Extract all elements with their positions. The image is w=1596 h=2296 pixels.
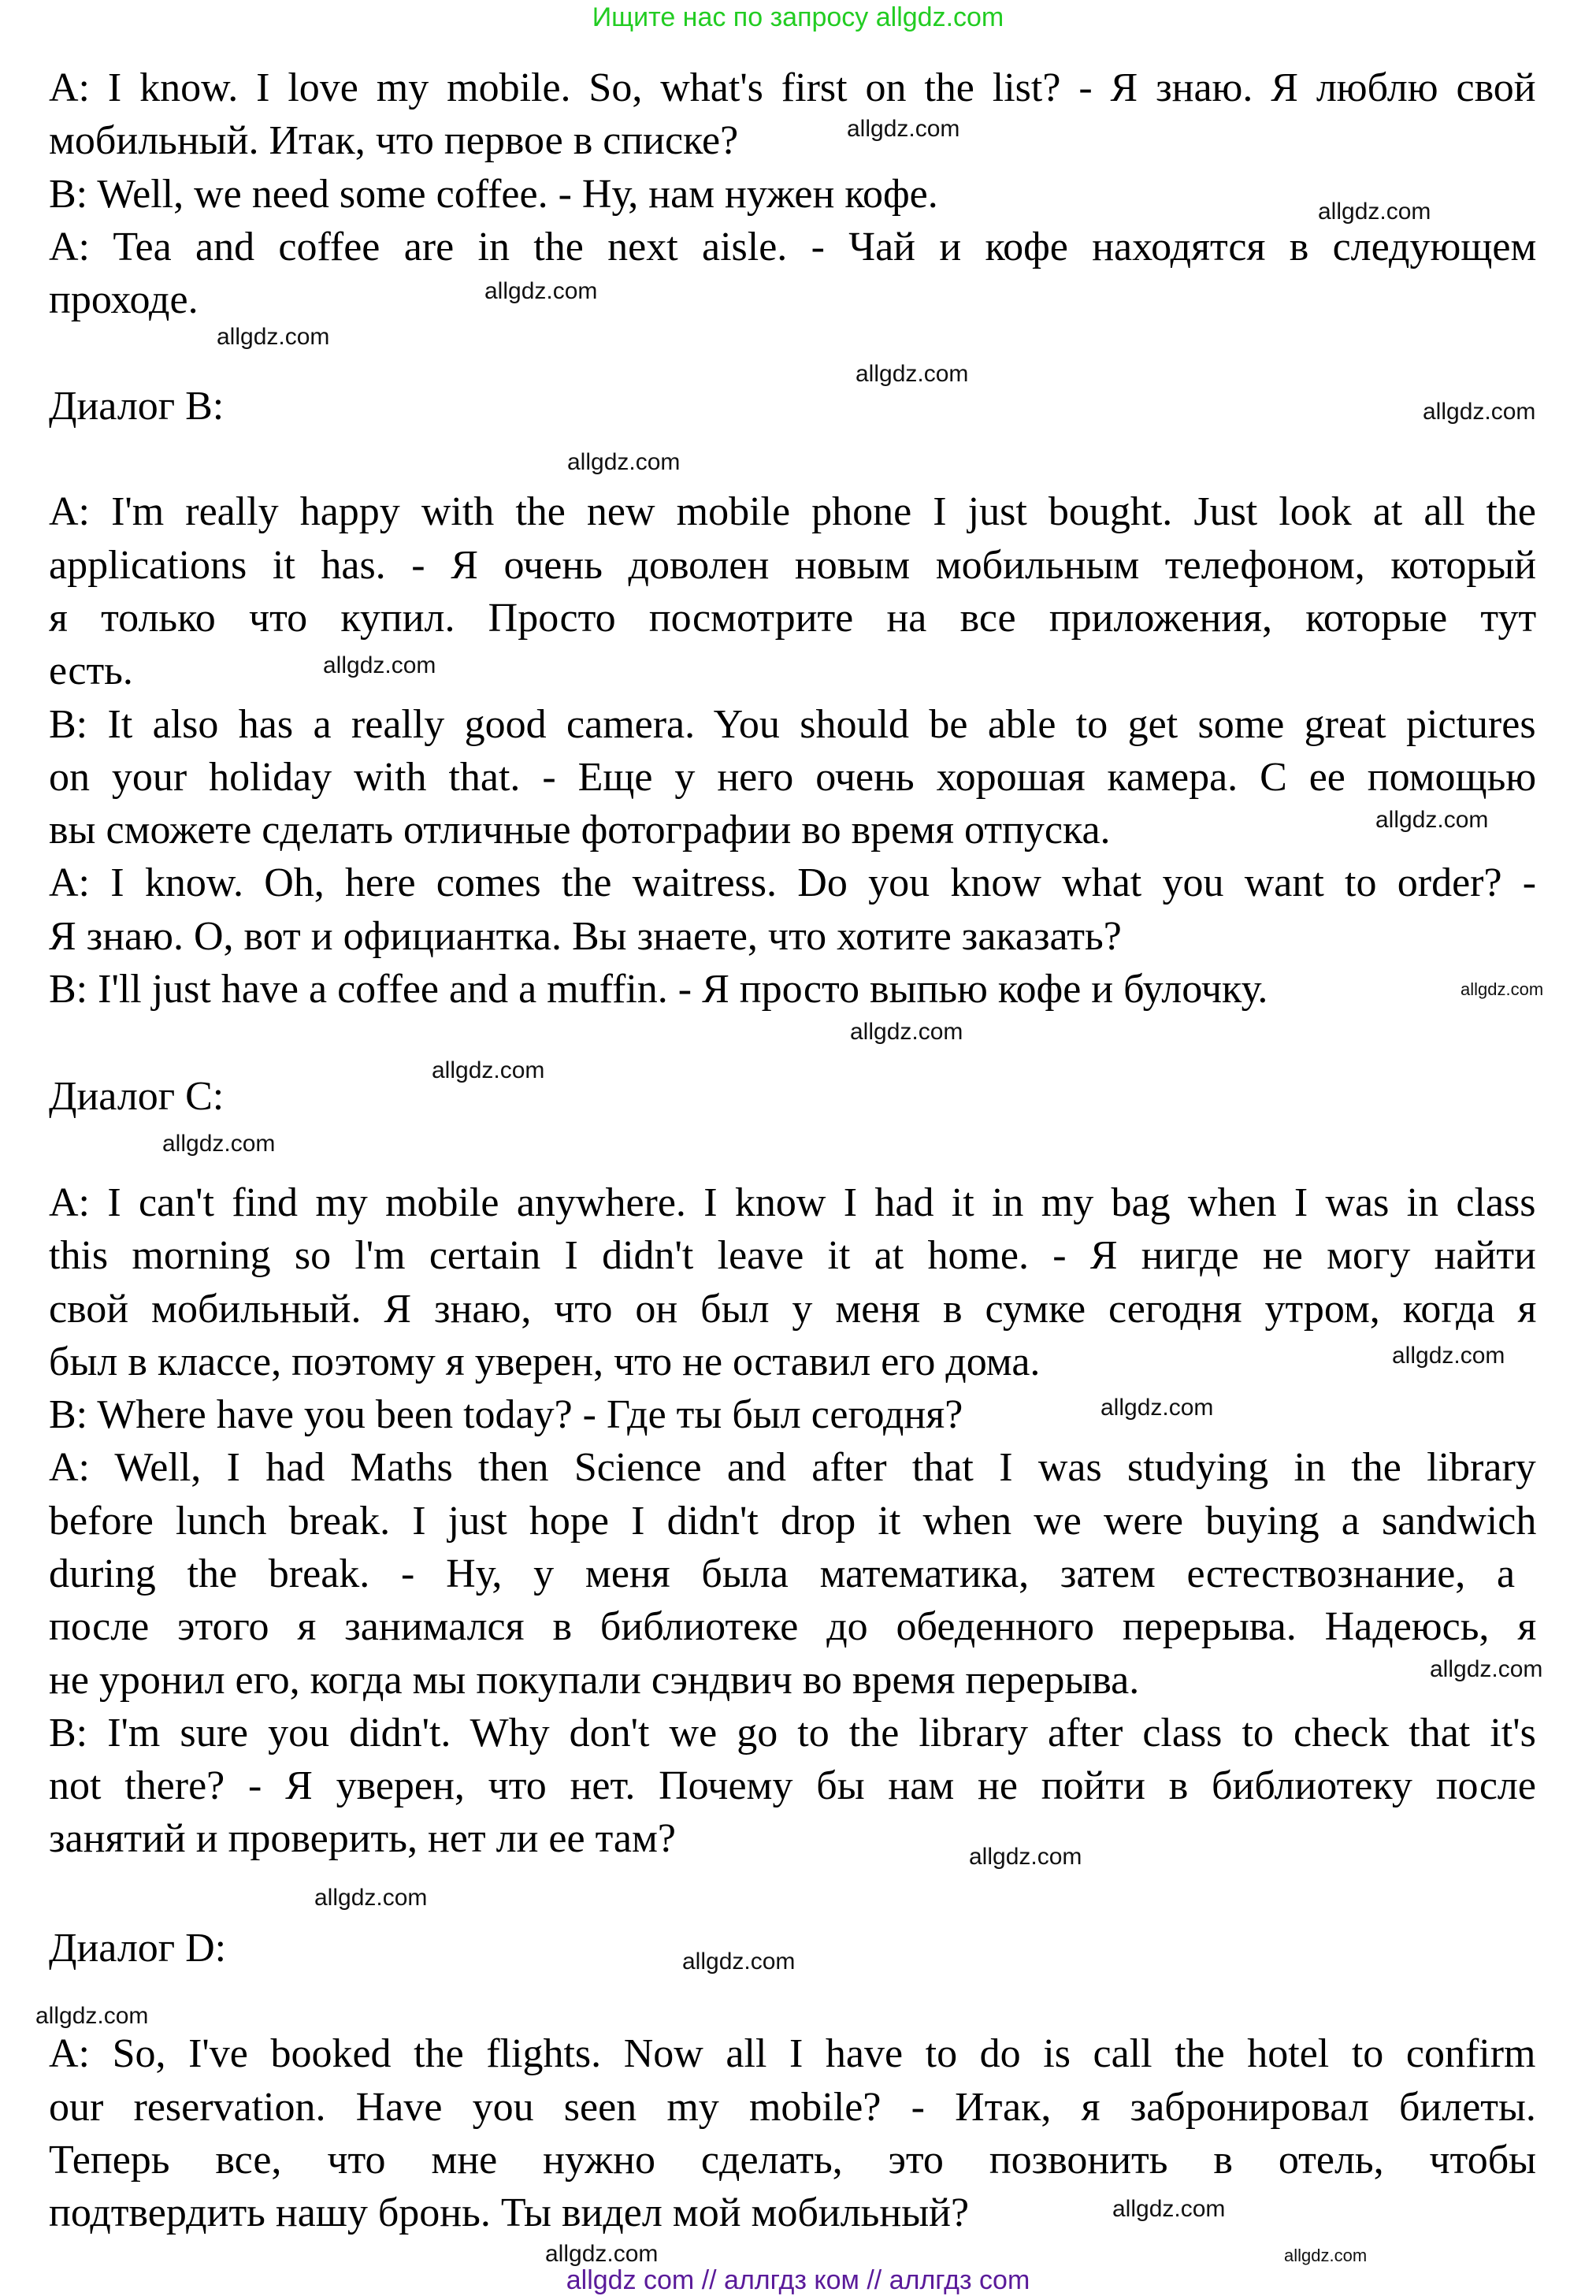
- text-line: B: Where have you been today? - Где ты был сегодня?: [49, 1392, 963, 1437]
- watermark: allgdz.com: [1318, 199, 1431, 225]
- dialog-heading: Диалог C:: [49, 1074, 225, 1119]
- watermark: allgdz.com: [162, 1131, 276, 1157]
- watermark: allgdz.com: [432, 1057, 545, 1083]
- watermark: allgdz.com: [314, 1885, 428, 1911]
- watermark: allgdz.com: [850, 1019, 963, 1045]
- text-line: Теперь все, что мне нужно сделать, это позвонить в отель, чтобы: [49, 2138, 1537, 2183]
- text-line: я только что купил. Просто посмотрите на все приложения, которые тут: [49, 596, 1537, 641]
- watermark: allgdz.com: [545, 2241, 659, 2267]
- watermark: allgdz.com: [847, 116, 960, 142]
- text-line: после этого я занимался в библиотеке до обеденного перерыва. Надеюсь, я: [49, 1604, 1537, 1649]
- text-line: this morning so l'm certain I didn't leave it at home. - Я нигде не могу найти: [49, 1233, 1536, 1278]
- watermark: allgdz.com: [1112, 2196, 1226, 2222]
- text-line: B: Well, we need some coffee. - Ну, нам нужен кофе.: [49, 172, 938, 217]
- header-banner: Ищите нас по запросу allgdz.com: [592, 2, 1004, 32]
- text-line: подтвердить нашу бронь. Ты видел мой мобильный?: [49, 2190, 970, 2235]
- footer-banner: allgdz com // аллгдз ком // аллгдз com: [566, 2265, 1030, 2295]
- text-line: вы сможете сделать отличные фотографии во время отпуска.: [49, 808, 1111, 853]
- text-line: занятий и проверить, нет ли ее там?: [49, 1816, 676, 1861]
- dialog-heading: Диалог B:: [49, 384, 225, 429]
- text-line: A: Tea and coffee are in the next aisle. - Чай и кофе находятся в следующем: [49, 225, 1537, 269]
- watermark: allgdz.com: [1430, 1656, 1543, 1682]
- watermark: allgdz.com: [567, 449, 681, 475]
- watermark: allgdz.com: [217, 324, 330, 350]
- watermark: allgdz.com: [1100, 1395, 1214, 1421]
- text-line: before lunch break. I just hope I didn't drop it when we were buying a sandwich: [49, 1499, 1537, 1544]
- text-line: есть.: [49, 648, 133, 693]
- text-line: B: It also has a really good camera. You should be able to get some great pictures: [49, 702, 1536, 747]
- watermark: allgdz.com: [1375, 807, 1489, 833]
- text-line: applications it has. - Я очень доволен новым мобильным телефоном, который: [49, 543, 1537, 588]
- text-line: A: Well, I had Maths then Science and after that I was studying in the library: [49, 1445, 1536, 1490]
- watermark: allgdz.com: [1461, 979, 1544, 999]
- text-line: B: I'll just have a coffee and a muffin. - Я просто выпью кофе и булочку.: [49, 967, 1268, 1012]
- text-line: during the break. - Ну, у меня была математика, затем естествознание, а: [49, 1551, 1516, 1596]
- text-line: A: I know. I love my mobile. So, what's first on the list? - Я знаю. Я люблю свой: [49, 65, 1536, 110]
- text-line: B: I'm sure you didn't. Why don't we go to the library after class to check that it's: [49, 1711, 1536, 1755]
- text-line: not there? - Я уверен, что нет. Почему бы нам не пойти в библиотеку после: [49, 1763, 1536, 1808]
- text-line: мобильный. Итак, что первое в списке?: [49, 118, 739, 163]
- text-line: our reservation. Have you seen my mobile? - Итак, я забронировал билеты.: [49, 2085, 1536, 2130]
- watermark: allgdz.com: [682, 1949, 796, 1975]
- watermark: allgdz.com: [856, 361, 969, 387]
- text-line: A: I can't find my mobile anywhere. I know I had it in my bag when I was in class: [49, 1180, 1536, 1225]
- text-line: свой мобильный. Я знаю, что он был у меня в сумке сегодня утром, когда я: [49, 1287, 1537, 1332]
- text-line: Я знаю. О, вот и официантка. Вы знаете, что хотите заказать?: [49, 914, 1122, 959]
- watermark: allgdz.com: [484, 278, 598, 304]
- text-line: A: So, I've booked the flights. Now all I have to do is call the hotel to confirm: [49, 2031, 1536, 2076]
- watermark: allgdz.com: [1284, 2246, 1368, 2265]
- text-line: A: I know. Oh, here comes the waitress. Do you know what you want to order? -: [49, 860, 1537, 905]
- text-line: A: I'm really happy with the new mobile phone I just bought. Just look at all the: [49, 489, 1536, 534]
- watermark: allgdz.com: [323, 652, 436, 678]
- watermark: allgdz.com: [969, 1844, 1082, 1870]
- dialog-heading: Диалог D:: [49, 1926, 227, 1971]
- text-line: был в классе, поэтому я уверен, что не оставил его дома.: [49, 1339, 1041, 1384]
- text-line: on your holiday with that. - Еще у него очень хорошая камера. С ее помощью: [49, 755, 1537, 800]
- watermark: allgdz.com: [1392, 1343, 1505, 1369]
- text-line: не уронил его, когда мы покупали сэндвич во время перерыва.: [49, 1658, 1140, 1703]
- watermark: allgdz.com: [1423, 399, 1536, 425]
- watermark: allgdz.com: [35, 2003, 149, 2029]
- text-line: проходе.: [49, 277, 199, 322]
